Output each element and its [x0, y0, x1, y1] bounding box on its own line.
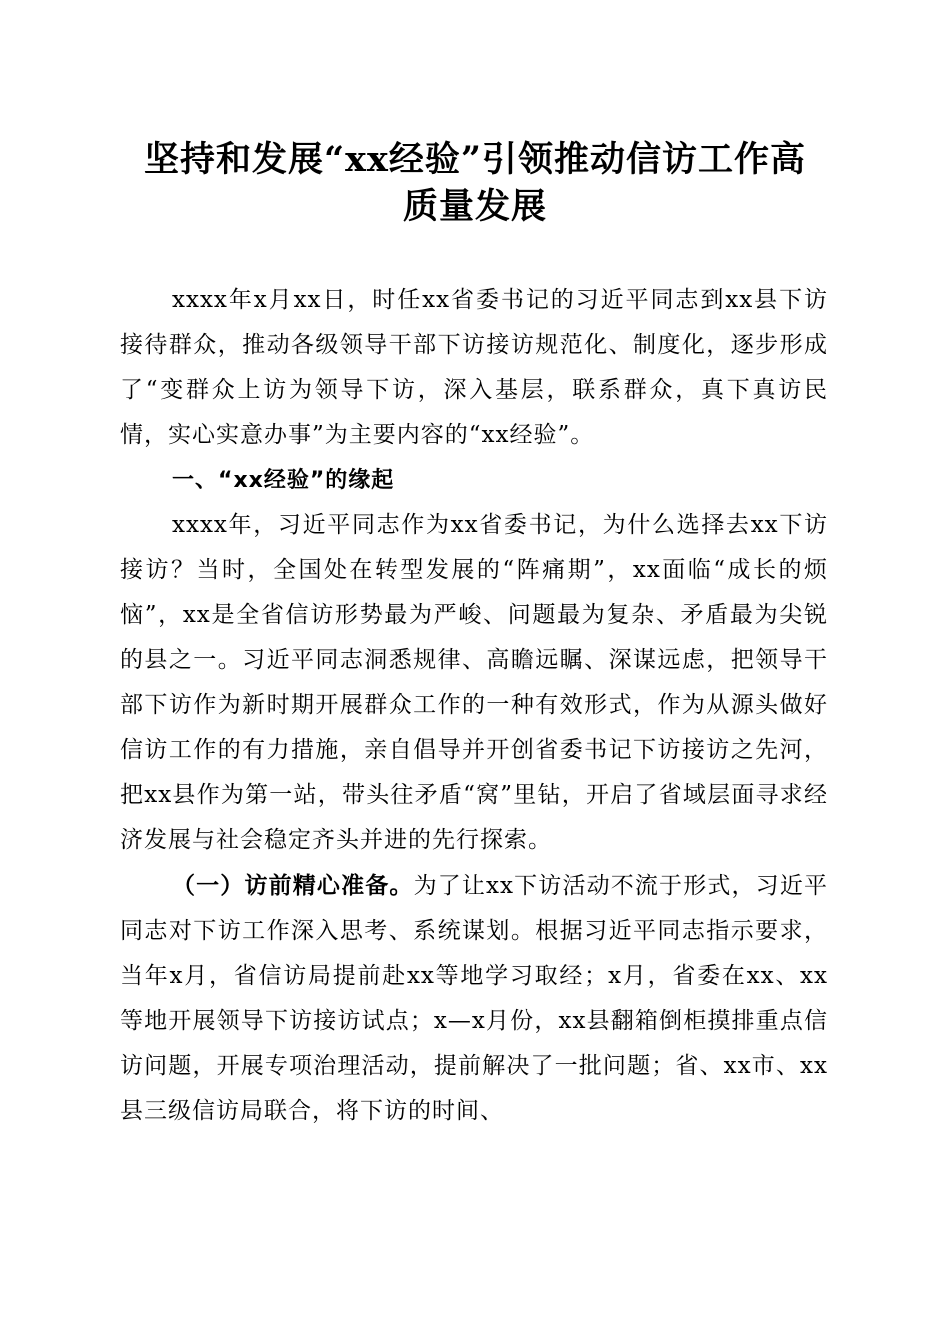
- title-line-2: 质量发展: [402, 186, 547, 227]
- paragraph-origin: xxxx年，习近平同志作为xx省委书记，为什么选择去xx下访接访？当时，全国处在转型发展的“阵痛期”，xx面临“成长的烦恼”，xx是全省信访形势最为严峻、问题最为复杂、矛盾最为尖锐的县之一。习近平同志洞悉规律、高瞻远瞩、深谋远虑，把领导干部下访作为新时期开展群众工作的一种有效形式，作为从源头做好信访工作的有力措施，亲自倡导并开创省委书记下访接访之先河，把xx县作为第一站，带头往矛盾“窝”里钻，开启了省域层面寻求经济发展与社会稳定齐头并进的先行探索。: [120, 512, 828, 853]
- paragraph-intro: xxxx年x月xx日，时任xx省委书记的习近平同志到xx县下访接待群众，推动各级领导干部下访接访规范化、制度化，逐步形成了“变群众上访为领导下访，深入基层，联系群众，真下真访民情，实心实意办事”为主要内容的“xx经验”。: [120, 287, 828, 448]
- document-body: [120, 278, 828, 1134]
- paragraph-preparation-text: 为了让xx下访活动不流于形式，习近平同志对下访工作深入思考、系统谋划。根据习近平同志指示要求，当年x月，省信访局提前赴xx等地学习取经；x月，省委在xx、xx等地开展领导下访接访试点；x—x月份，xx县翻箱倒柜摸排重点信访问题，开展专项治理活动，提前解决了一批问题；省、xx市、xx县三级信访局联合，将下访的时间、: [120, 873, 828, 1124]
- title-line-1: 坚持和发展“xx经验”引领推动信访工作高: [144, 139, 806, 180]
- paragraph-preparation: [120, 863, 828, 1134]
- subheading-preparation: （一）访前精心准备。: [172, 872, 414, 899]
- section-heading-1: 一、“xx经验”的缘起: [172, 468, 395, 493]
- document-title: [90, 136, 860, 230]
